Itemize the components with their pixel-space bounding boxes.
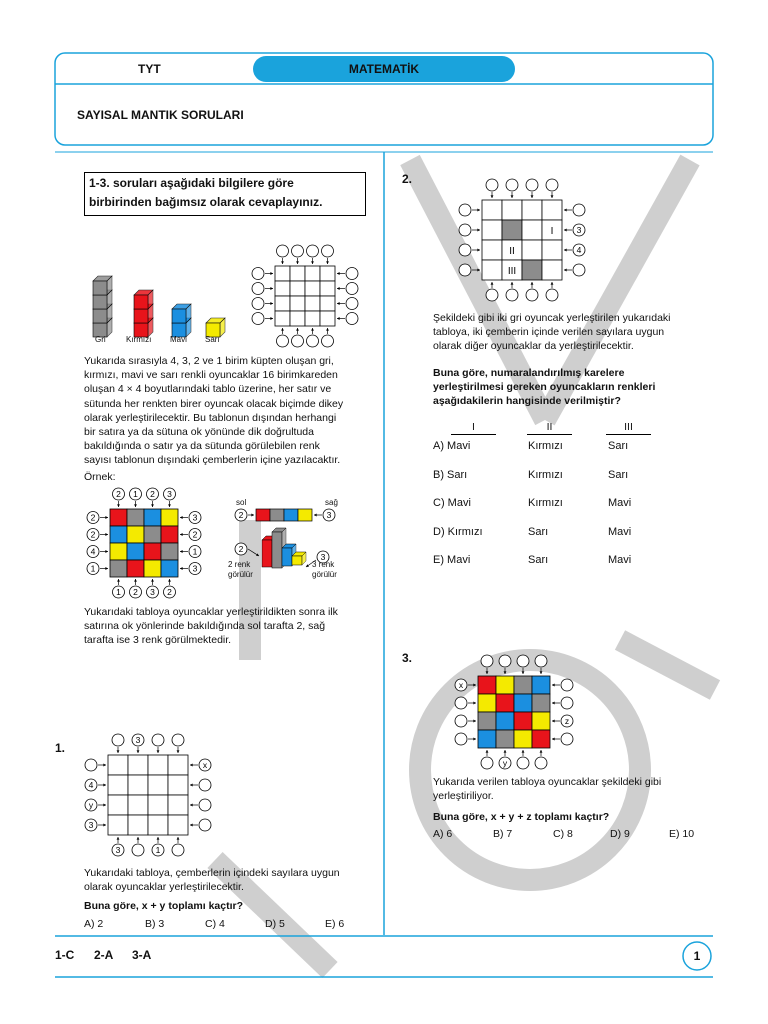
- q2-option-e-col-3: Mavi: [608, 554, 632, 566]
- grid-cell: [532, 712, 550, 730]
- svg-text:1: 1: [155, 845, 161, 855]
- right-clue-circle: [199, 779, 211, 791]
- grid-cell: [542, 260, 562, 280]
- bottom-clue-circle: [517, 757, 529, 769]
- grid-cell: [128, 795, 148, 815]
- side-right-circle: [323, 509, 335, 521]
- top-clue-circle: [147, 488, 159, 500]
- top-clue-circle: [517, 655, 529, 667]
- grid-cell: [161, 526, 178, 543]
- q3-text: Yukarıda verilen tabloya oyuncaklar şekildeki gibi yerleştiriliyor.: [433, 776, 662, 803]
- right-view-caption: 3 renk görülür: [312, 560, 337, 579]
- grid-cell: [478, 712, 496, 730]
- q1-option-a[interactable]: A) 2: [84, 918, 104, 930]
- svg-text:1: 1: [116, 587, 121, 597]
- bottom-clue-circle: [292, 335, 304, 347]
- left-clue-circle: [87, 563, 99, 575]
- bottom-clue-circle: [546, 289, 558, 301]
- right-clue-circle: [573, 224, 585, 236]
- grid-cell: [305, 281, 320, 296]
- grid-cell: [496, 730, 514, 748]
- svg-text:1: 1: [192, 546, 198, 557]
- svg-text:3: 3: [150, 587, 155, 597]
- left-clue-circle: [85, 819, 97, 831]
- left-clue-circle: [87, 512, 99, 524]
- top-clue-circle: [130, 488, 142, 500]
- q3-option-e[interactable]: E) 10: [669, 828, 695, 840]
- left-clue-circle: [87, 546, 99, 558]
- svg-text:3: 3: [576, 225, 582, 235]
- left-clue-circle: [459, 244, 471, 256]
- svg-text:2: 2: [192, 529, 198, 540]
- grid-cell: [305, 311, 320, 326]
- q3-option-d[interactable]: D) 9: [610, 828, 630, 840]
- right-clue-circle: [346, 268, 358, 280]
- q2-option-e-col-2: Sarı: [528, 554, 549, 566]
- grid-cell: [482, 240, 502, 260]
- bottom-clue-circle: [172, 844, 184, 856]
- right-clue-circle: [573, 264, 585, 276]
- grid-cell: [482, 220, 502, 240]
- q2-number: 2.: [402, 172, 413, 186]
- grid-cell: [542, 240, 562, 260]
- right-clue-circle: [199, 799, 211, 811]
- grid-cell: [108, 755, 128, 775]
- grid-cell: [496, 694, 514, 712]
- top-clue-circle: [132, 734, 144, 746]
- cube-label-gray: Gri: [95, 335, 106, 344]
- q1-text: Yukarıdaki tabloya, çemberlerin içindeki sayılara uygun olarak oyuncaklar yerleştirilecektir.: [84, 867, 340, 894]
- grid-cell: [522, 260, 542, 280]
- empty-grid-figure: [245, 240, 375, 340]
- cube-front-face: [93, 281, 107, 295]
- grid-cell: [514, 676, 532, 694]
- svg-text:2: 2: [238, 510, 244, 520]
- left-clue-circle: [455, 679, 467, 691]
- example-grid-figure: [80, 484, 230, 599]
- grid-cell: [320, 281, 335, 296]
- grid-cell: [305, 266, 320, 281]
- side-row-cell: [298, 509, 312, 521]
- q2-option-e-col-1[interactable]: E) Mavi: [433, 554, 471, 566]
- left-clue-circle: [455, 733, 467, 745]
- q2-option-a-col-3: Sarı: [608, 440, 629, 452]
- grid-cell: [522, 220, 542, 240]
- grid-cell: [305, 296, 320, 311]
- grid-cell: [320, 296, 335, 311]
- side-row-cell: [270, 509, 284, 521]
- right-clue-circle: [561, 679, 573, 691]
- grid-cell: [320, 266, 335, 281]
- grid-cell: [502, 220, 522, 240]
- cube-label-blue: Mavi: [170, 335, 187, 344]
- grid-cell: [478, 676, 496, 694]
- right-clue-circle: [189, 563, 201, 575]
- cube-front-face: [93, 295, 107, 309]
- svg-text:z: z: [564, 716, 570, 726]
- grid-cell: [168, 755, 188, 775]
- grid-cell: [110, 526, 127, 543]
- svg-text:3: 3: [192, 512, 198, 523]
- grid-cell: [275, 266, 290, 281]
- svg-text:2: 2: [167, 587, 172, 597]
- grid-cell: [148, 755, 168, 775]
- q2-option-b-col-1[interactable]: B) Sarı: [433, 468, 468, 481]
- top-clue-circle: [113, 488, 125, 500]
- top-clue-circle: [535, 655, 547, 667]
- grid-cell: [128, 815, 148, 835]
- top-clue-circle: [499, 655, 511, 667]
- grid-cell: [168, 775, 188, 795]
- svg-text:4: 4: [90, 546, 96, 557]
- q2-option-c-col-3: Mavi: [608, 497, 632, 509]
- top-clue-circle: [307, 245, 319, 257]
- grid-cell: [161, 509, 178, 526]
- grid-cell: [148, 795, 168, 815]
- grid-cell: [522, 240, 542, 260]
- left-clue-circle: [459, 224, 471, 236]
- grid-cell: [110, 543, 127, 560]
- bottom-clue-circle: [307, 335, 319, 347]
- side-row-cell: [284, 509, 298, 521]
- grid-cell: [110, 560, 127, 577]
- q1-option-e[interactable]: E) 6: [325, 918, 345, 930]
- grid-cell: [108, 775, 128, 795]
- grid-cell: [290, 296, 305, 311]
- left-clue-circle: [87, 529, 99, 541]
- bottom-clue-circle: [277, 335, 289, 347]
- q2-col-header-2: II: [527, 420, 572, 435]
- grid-cell: [161, 560, 178, 577]
- grid-cell: [290, 281, 305, 296]
- tower-front: [292, 556, 302, 565]
- right-clue-circle: [189, 546, 201, 558]
- grid-cell: [290, 311, 305, 326]
- svg-text:3: 3: [167, 489, 172, 499]
- q2-text: Şekildeki gibi iki gri oyuncak yerleştirilen yukarıdaki tabloya, iki çemberin içinde verilen sayılara uygun olarak diğer oyuncaklar da yerleştirilecektir.: [433, 312, 671, 353]
- view-left-circle: [235, 543, 247, 555]
- left-clue-circle: [85, 759, 97, 771]
- q2-col-header-1: I: [451, 420, 496, 435]
- bottom-clue-circle: [113, 586, 125, 598]
- svg-text:y: y: [88, 800, 94, 810]
- svg-text:3: 3: [192, 563, 198, 574]
- grid-cell: [161, 543, 178, 560]
- cube-front-face: [172, 309, 186, 323]
- grid-cell: [127, 526, 144, 543]
- q2-grid-figure: [452, 175, 592, 300]
- svg-text:1: 1: [133, 489, 138, 499]
- grid-cell: [144, 543, 161, 560]
- top-clue-circle: [112, 734, 124, 746]
- q1-option-b[interactable]: B) 3: [145, 918, 165, 930]
- svg-text:2: 2: [238, 544, 244, 554]
- bottom-clue-circle: [535, 757, 547, 769]
- grid-cell: [128, 755, 148, 775]
- grid-cell: [148, 775, 168, 795]
- q2-option-b-col-3: Sarı: [608, 468, 629, 481]
- grid-cell: [532, 730, 550, 748]
- answer-key-2: 2-A: [94, 948, 114, 962]
- q1-grid-figure: [84, 735, 214, 860]
- svg-text:3: 3: [115, 845, 121, 855]
- q1-option-d[interactable]: D) 5: [265, 918, 285, 930]
- grid-cell: [127, 509, 144, 526]
- grid-cell: [496, 676, 514, 694]
- left-clue-circle: [252, 298, 264, 310]
- right-clue-circle: [561, 715, 573, 727]
- q2-cell-label: III: [507, 266, 517, 277]
- left-clue-circle: [455, 715, 467, 727]
- left-clue-circle: [459, 264, 471, 276]
- q2-option-b-col-2: Kırmızı: [528, 468, 563, 481]
- bottom-clue-circle: [526, 289, 538, 301]
- grid-cell: [514, 694, 532, 712]
- grid-cell: [522, 200, 542, 220]
- q2-question: Buna göre, numaralandırılmış karelere yerleştirilmesi gereken oyuncakların renkleri aşağıdakilerin hangisinde verilmiştir?: [433, 367, 656, 408]
- exam-label: TYT: [138, 62, 161, 76]
- grid-cell: [168, 795, 188, 815]
- right-clue-circle: [561, 697, 573, 709]
- left-clue-circle: [459, 204, 471, 216]
- bottom-clue-circle: [164, 586, 176, 598]
- q1-number: 1.: [55, 741, 66, 755]
- side-left-circle: [235, 509, 247, 521]
- q3-option-c[interactable]: C) 8: [553, 828, 573, 840]
- grid-cell: [532, 676, 550, 694]
- top-clue-circle: [172, 734, 184, 746]
- example-label: Örnek:: [84, 471, 116, 483]
- top-clue-circle: [526, 179, 538, 191]
- grid-cell: [496, 712, 514, 730]
- cube-front-face: [93, 309, 107, 323]
- right-clue-circle: [573, 204, 585, 216]
- instruction-line-2: birbirinden bağımsız olarak cevaplayınız.: [89, 195, 323, 209]
- grid-cell: [542, 200, 562, 220]
- cube-label-yellow: Sarı: [205, 335, 220, 344]
- svg-text:3: 3: [326, 510, 332, 520]
- svg-text:2: 2: [133, 587, 138, 597]
- grid-cell: [290, 266, 305, 281]
- top-clue-circle: [481, 655, 493, 667]
- svg-text:1: 1: [90, 563, 96, 574]
- q2-cell-label: I: [550, 226, 554, 237]
- top-clue-circle: [164, 488, 176, 500]
- grid-cell: [128, 775, 148, 795]
- grid-cell: [275, 311, 290, 326]
- bottom-clue-circle: [112, 844, 124, 856]
- grid-cell: [108, 815, 128, 835]
- right-clue-circle: [189, 512, 201, 524]
- q2-option-d-col-2: Sarı: [528, 525, 549, 538]
- bottom-clue-circle: [132, 844, 144, 856]
- grid-cell: [275, 296, 290, 311]
- grid-cell: [275, 281, 290, 296]
- grid-cell: [108, 795, 128, 815]
- grid-cell: [148, 815, 168, 835]
- tower-front: [272, 532, 282, 568]
- left-clue-circle: [85, 799, 97, 811]
- answer-key-3: 3-A: [132, 948, 152, 962]
- grid-cell: [478, 694, 496, 712]
- bottom-clue-circle: [481, 757, 493, 769]
- q2-option-d-col-3: Mavi: [608, 525, 632, 538]
- q3-number: 3.: [402, 651, 413, 665]
- bottom-clue-circle: [130, 586, 142, 598]
- left-clue-circle: [252, 268, 264, 280]
- cube-label-red: Kırmızı: [126, 335, 152, 344]
- subject-title: MATEMATİK: [348, 62, 420, 76]
- left-clue-circle: [85, 779, 97, 791]
- q2-option-d-col-1[interactable]: D) Kırmızı: [433, 525, 483, 538]
- svg-text:3: 3: [135, 735, 141, 745]
- q2-option-a-col-2: Kırmızı: [528, 440, 563, 452]
- left-clue-circle: [252, 313, 264, 325]
- top-clue-circle: [322, 245, 334, 257]
- grid-cell: [482, 200, 502, 220]
- answer-key-1: 1-C: [55, 948, 75, 962]
- q2-option-c-col-2: Kırmızı: [528, 497, 563, 509]
- grid-cell: [502, 200, 522, 220]
- grid-cell: [514, 730, 532, 748]
- grid-cell: [144, 509, 161, 526]
- svg-text:4: 4: [576, 245, 582, 255]
- svg-text:2: 2: [116, 489, 121, 499]
- top-clue-circle: [277, 245, 289, 257]
- q2-option-a-col-1[interactable]: A) Mavi: [433, 440, 471, 452]
- grid-cell: [478, 730, 496, 748]
- svg-text:3: 3: [88, 820, 94, 830]
- svg-text:3: 3: [320, 552, 326, 562]
- section-title: SAYISAL MANTIK SORULARI: [77, 108, 244, 122]
- right-clue-circle: [346, 313, 358, 325]
- top-clue-circle: [486, 179, 498, 191]
- right-clue-circle: [189, 529, 201, 541]
- tower-front: [282, 548, 292, 566]
- right-clue-circle: [199, 759, 211, 771]
- bottom-clue-circle: [322, 335, 334, 347]
- side-left-label: sol: [236, 498, 247, 507]
- bottom-clue-circle: [147, 586, 159, 598]
- tower-front: [262, 540, 272, 567]
- svg-text:2: 2: [90, 529, 96, 540]
- top-clue-circle: [152, 734, 164, 746]
- grid-cell: [320, 311, 335, 326]
- svg-text:y: y: [502, 758, 508, 768]
- q3-grid-figure: [450, 650, 590, 775]
- grid-cell: [127, 543, 144, 560]
- top-clue-circle: [546, 179, 558, 191]
- svg-text:4: 4: [88, 780, 94, 790]
- left-clue-circle: [252, 283, 264, 295]
- grid-cell: [514, 712, 532, 730]
- grid-cell: [168, 815, 188, 835]
- right-clue-circle: [346, 298, 358, 310]
- svg-text:2: 2: [90, 512, 96, 523]
- cube-front-face: [134, 309, 148, 323]
- right-clue-circle: [573, 244, 585, 256]
- after-example-paragraph: Yukarıdaki tabloya oyuncaklar yerleştirildikten sonra ilk satırına ok yönlerinde bakıldığında sol tarafta 2, sağ tarafta ise 3 renk görülmektedir.: [84, 606, 338, 647]
- q3-option-b[interactable]: B) 7: [493, 828, 513, 840]
- side-view-figure: [232, 504, 372, 589]
- bottom-clue-circle: [486, 289, 498, 301]
- q1-question: Buna göre, x + y toplamı kaçtır?: [84, 900, 244, 912]
- svg-text:2: 2: [150, 489, 155, 499]
- right-clue-circle: [346, 283, 358, 295]
- grid-cell: [144, 560, 161, 577]
- q2-col-header-3: III: [606, 420, 651, 435]
- grid-cell: [110, 509, 127, 526]
- q2-cell-label: II: [509, 246, 515, 257]
- top-clue-circle: [506, 179, 518, 191]
- svg-text:x: x: [202, 760, 208, 770]
- side-right-label: sağ: [325, 498, 338, 507]
- side-row-cell: [256, 509, 270, 521]
- page-number: 1: [693, 949, 701, 963]
- bottom-clue-circle: [499, 757, 511, 769]
- bottom-clue-circle: [152, 844, 164, 856]
- q3-question: Buna göre, x + y + z toplamı kaçtır?: [433, 811, 610, 823]
- bottom-clue-circle: [506, 289, 518, 301]
- grid-cell: [127, 560, 144, 577]
- right-clue-circle: [561, 733, 573, 745]
- q1-option-c[interactable]: C) 4: [205, 918, 225, 930]
- q3-option-a[interactable]: A) 6: [433, 828, 453, 840]
- svg-text:x: x: [458, 680, 464, 690]
- grid-cell: [532, 694, 550, 712]
- intro-paragraph: Yukarıda sırasıyla 4, 3, 2 ve 1 birim küpten oluşan gri, kırmızı, mavi ve sarı renkli oyuncaklar 16 birimkareden oluşan 4 × 4 boyutlarındaki tablo üzerine, her satır ve sütunda her renkten birer oyuncak olacak biçimde dikey olarak yerleştirilecektir. Bu tablonun dışından herhangi bir satıra ya da sütuna ok yönünde dik doğrultuda bakıldığında o satır ya da sütunda görülebilen renk sayısı tablonun dışındaki çemberlerin içine yazılacaktır.: [84, 355, 344, 467]
- grid-cell: [482, 260, 502, 280]
- left-clue-circle: [455, 697, 467, 709]
- q2-option-c-col-1[interactable]: C) Mavi: [433, 497, 471, 509]
- right-clue-circle: [199, 819, 211, 831]
- instruction-line-1: 1-3. soruları aşağıdaki bilgilere göre: [89, 176, 294, 190]
- left-view-caption: 2 renk görülür: [228, 560, 253, 579]
- cube-front-face: [134, 295, 148, 309]
- grid-cell: [144, 526, 161, 543]
- top-clue-circle: [292, 245, 304, 257]
